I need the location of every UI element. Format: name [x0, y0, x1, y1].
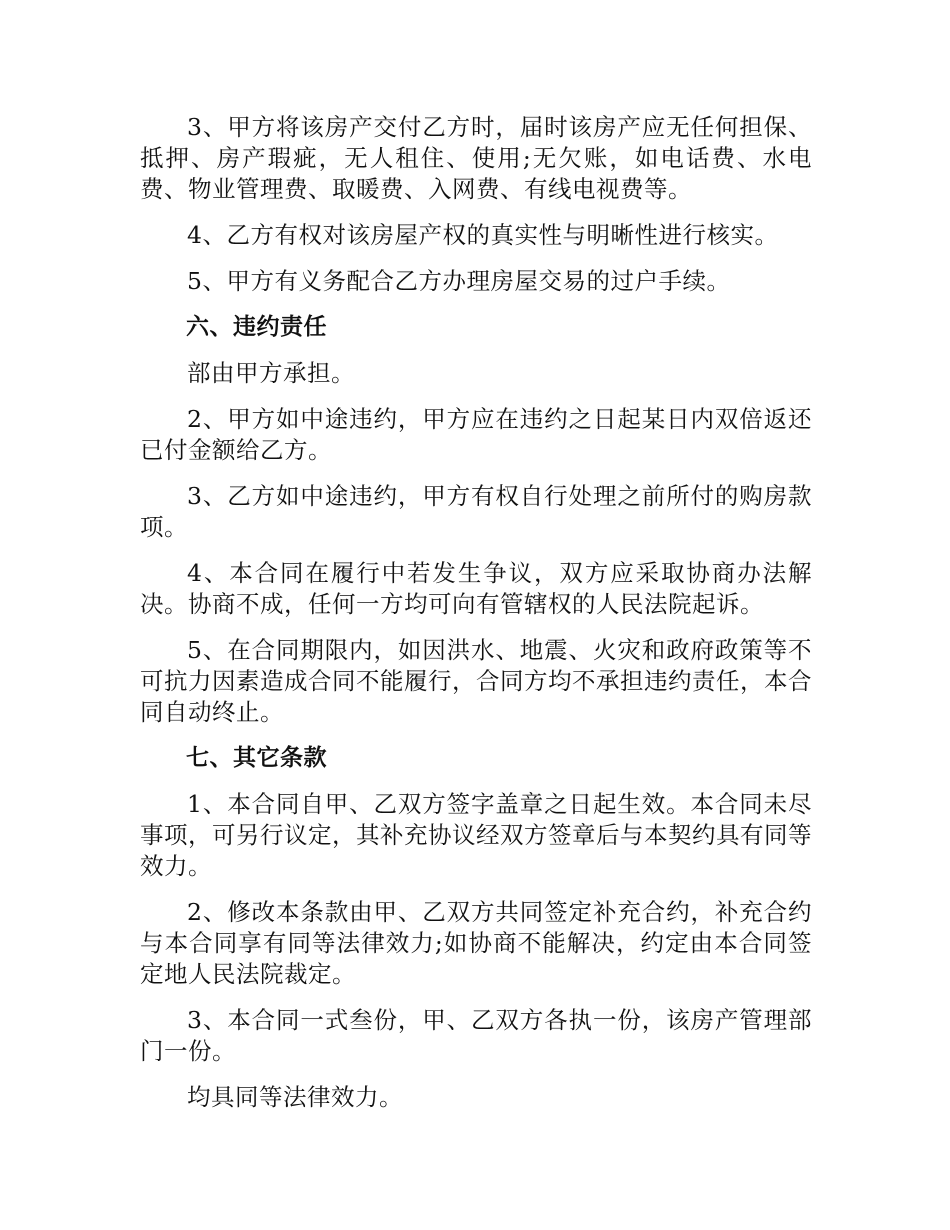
breach-clause-3: 3、乙方如中途违约，甲方有权自行处理之前所付的购房款项。 — [140, 482, 812, 541]
breach-clause-5: 5、在合同期限内，如因洪水、地震、火灾和政府政策等不可抗力因素造成合同不能履行，合同方均不承担违约责任，本合同自动终止。 — [140, 636, 812, 726]
clause-4-verify-title: 4、乙方有权对该房屋产权的真实性与明晰性进行核实。 — [187, 221, 779, 249]
other-continuation: 均具同等法律效力。 — [187, 1083, 403, 1111]
section-heading-other-terms: 七、其它条款 — [186, 745, 327, 771]
document-page — [140, 112, 812, 1128]
clause-3-handover: 3、甲方将该房产交付乙方时，届时该房产应无任何担保、抵押、房产瑕疵，无人租住、使用;无欠账，如电话费、水电费、物业管理费、取暖费、入网费、有线电视费等。 — [140, 113, 812, 203]
section-heading-breach: 六、违约责任 — [186, 314, 327, 340]
breach-clause-4: 4、本合同在履行中若发生争议，双方应采取协商办法解决。协商不成，任何一方均可向有管辖权的人民法院起诉。 — [140, 559, 812, 618]
other-clause-2: 2、修改本条款由甲、乙双方共同签定补充合约，补充合约与本合同享有同等法律效力;如协商不能解决，约定由本合同签定地人民法院裁定。 — [140, 898, 812, 988]
other-clause-3: 3、本合同一式叁份，甲、乙双方各执一份，该房产管理部门一份。 — [140, 1006, 812, 1065]
breach-continuation: 部由甲方承担。 — [187, 359, 355, 387]
other-clause-1: 1、本合同自甲、乙双方签字盖章之日起生效。本合同未尽事项，可另行议定，其补充协议经双方签章后与本契约具有同等效力。 — [140, 790, 812, 880]
breach-clause-2: 2、甲方如中途违约，甲方应在违约之日起某日内双倍返还已付金额给乙方。 — [140, 405, 812, 464]
clause-5-transfer: 5、甲方有义务配合乙方办理房屋交易的过户手续。 — [187, 267, 731, 295]
